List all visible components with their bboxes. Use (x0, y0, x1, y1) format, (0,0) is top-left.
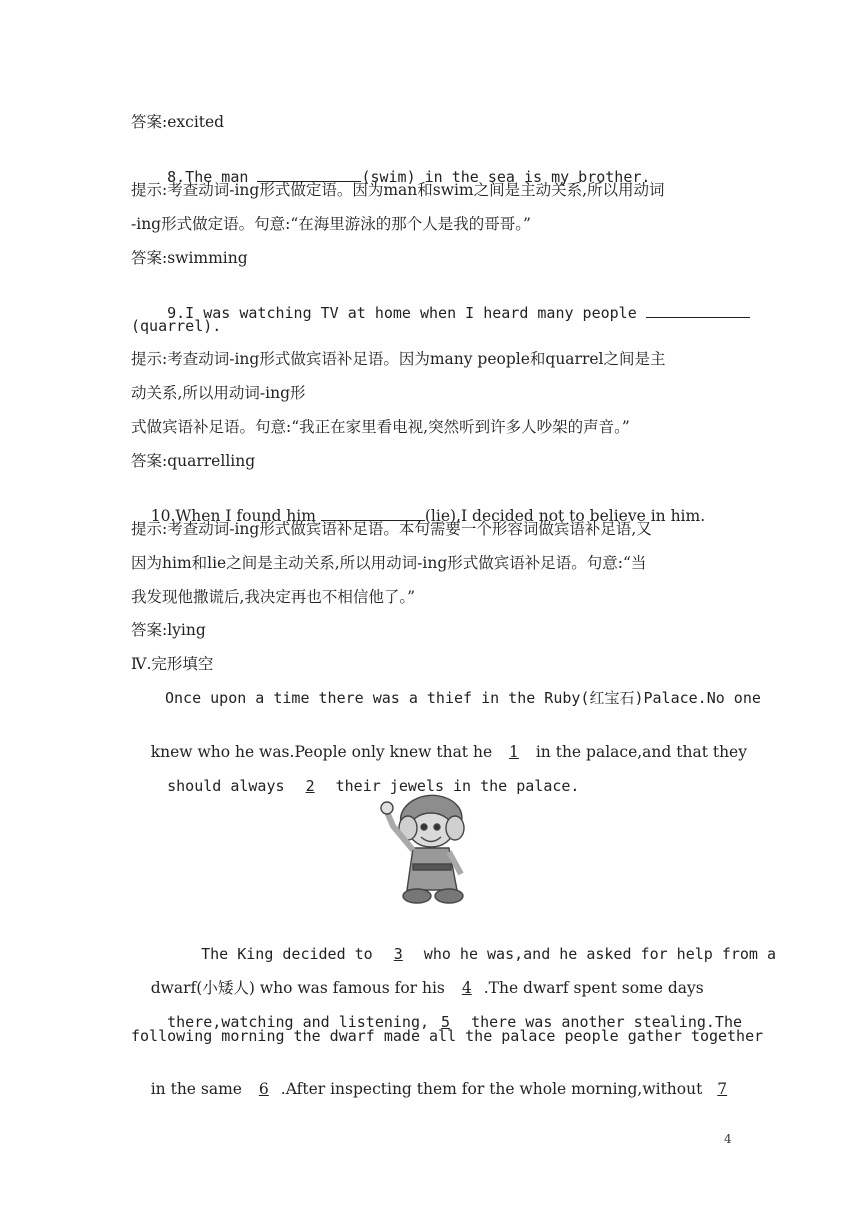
question-9: 9.I was watching TV at home when I heard many people (131, 282, 750, 343)
passage-line: in the same 6 .After inspecting them for the whole morning,without 7 (131, 1059, 733, 1119)
hint-10-line3: 我发现他撒谎后,我决定再也不相信他了。” (131, 588, 416, 606)
hint-9-line3: 式做宾语补足语。句意:“我正在家里看电视,突然听到许多人吵架的声音。” (131, 418, 630, 436)
blank-number: 3 (393, 945, 403, 963)
passage-line: knew who he was.People only knew that he 1 in the palace,and that they (150, 743, 747, 761)
answer-9: 答案:quarrelling (131, 452, 256, 470)
question-8: 8.The man (swim) in the sea is my brother. (167, 168, 651, 186)
page-number: 4 (724, 1132, 732, 1146)
section-heading: Ⅳ.完形填空 (131, 655, 214, 673)
blank-number: 1 (509, 743, 519, 761)
blank-number: 2 (305, 777, 315, 795)
hint-9-line1: 提示:考查动词-ing形式做宾语补足语。因为many people和quarrel之间是主 (131, 350, 666, 368)
dwarf-illustration (379, 790, 483, 908)
passage-line: there,watching and listening, 5 there was another stealing.The (167, 1013, 743, 1031)
hint-10-line2: 因为him和lie之间是主动关系,所以用动词-ing形式做宾语补足语。句意:“当 (131, 554, 647, 572)
hint-8-line1: 提示:考查动词-ing形式做定语。因为man和swim之间是主动关系,所以用动词 (131, 181, 665, 199)
passage-line: following morning the dwarf made all the palace people gather together (131, 1027, 764, 1045)
passage-line: dwarf(小矮人) who was famous for his 4 .The dwarf spent some days (150, 979, 704, 997)
blank-number: 4 (461, 979, 472, 997)
hint-9-line2: 动关系,所以用动词-ing形 (131, 384, 306, 402)
answer-blank (646, 302, 750, 318)
question-9-cont: (quarrel). (131, 317, 222, 335)
passage-line: The King decided to 3 who he was,and he asked for help from a (201, 945, 777, 963)
passage-line: Once upon a time there was a thief in the Ruby(红宝石)Palace.No one (165, 689, 761, 707)
hint-8-line2: -ing形式做定语。句意:“在海里游泳的那个人是我的哥哥。” (131, 215, 531, 233)
blank-number: 7 (717, 1080, 728, 1098)
blank-number: 5 (441, 1013, 451, 1031)
blank-number: 6 (258, 1080, 269, 1098)
answer-10: 答案:lying (131, 621, 206, 639)
hint-10-line1: 提示:考查动词-ing形式做宾语补足语。本句需要一个形容词做宾语补足语,又 (131, 520, 652, 538)
passage-line: should always 2 their jewels in the palace. (167, 777, 580, 795)
answer-7: 答案:excited (131, 113, 225, 131)
answer-8: 答案:swimming (131, 249, 248, 267)
question-10: 10.When I found him (lie),I decided not to believe in him. (150, 507, 706, 525)
